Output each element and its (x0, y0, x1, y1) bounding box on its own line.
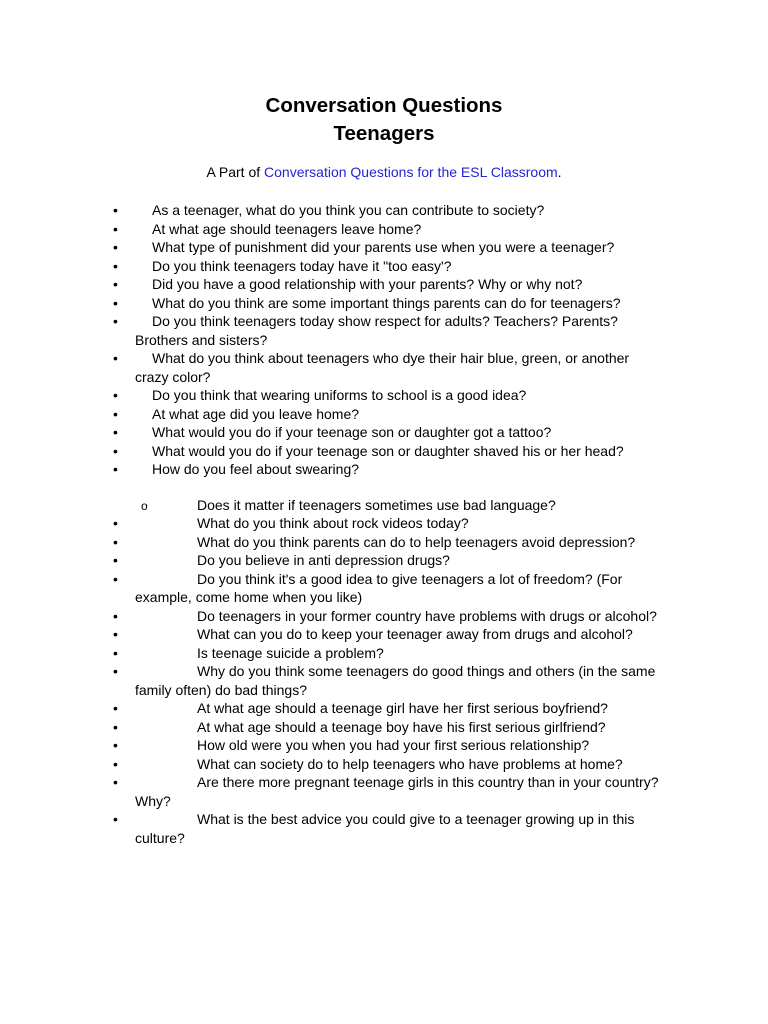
question-text: What would you do if your teenage son or daughter got a tattoo? (152, 424, 552, 440)
hollow-bullet-icon: o (141, 498, 148, 513)
question-text: What can society do to help teenagers who have problems at home? (197, 755, 623, 772)
list-item (0, 257, 665, 276)
question-text: How old were you when you had your first serious relationship? (197, 737, 590, 753)
list-item (0, 736, 665, 755)
question-text: At what age should a teenage girl have her first serious boyfriend? (197, 700, 608, 716)
esl-classroom-link[interactable]: Conversation Questions for the ESL Classroom (264, 164, 558, 180)
question-text: Do you think teenagers today have it "too easy'? (152, 257, 452, 274)
list-item (0, 294, 665, 313)
bullet-icon: • (113, 294, 118, 311)
question-text: Why do you think some teenagers do good things and others (in the same family often) do bad things? (135, 663, 656, 698)
list-item (0, 570, 665, 607)
question-text: How do you feel about swearing? (152, 461, 360, 477)
question-text: Do you think teenagers today show respect for adults? Teachers? Parents? Brothers and sisters? (135, 313, 618, 348)
question-text: Do teenagers in your former country have problems with drugs or alcohol? (197, 607, 657, 624)
list-item (0, 718, 665, 737)
question-text: At what age should a teenage boy have his first serious girlfriend? (197, 718, 606, 735)
list-item (0, 607, 665, 626)
subtitle (0, 163, 768, 181)
bullet-icon: • (113, 811, 118, 827)
question-text: What type of punishment did your parents use when you were a teenager? (152, 239, 615, 255)
bullet-icon: • (113, 461, 118, 477)
bullet-icon: • (113, 202, 118, 218)
bullet-icon: • (113, 737, 118, 753)
bullet-icon: • (113, 387, 118, 403)
title-line-2: Teenagers (333, 122, 435, 145)
list-item (0, 514, 665, 533)
question-text: What would you do if your teenage son or daughter shaved his or her head? (152, 442, 624, 459)
list-item (0, 810, 665, 847)
question-text: At what age should teenagers leave home? (152, 220, 422, 237)
bullet-icon: • (113, 350, 118, 366)
bullet-icon: • (113, 405, 118, 422)
bullet-icon: • (113, 276, 118, 292)
question-text: Are there more pregnant teenage girls in this country than in your country? Why? (135, 774, 659, 809)
bullet-icon: • (113, 700, 118, 716)
question-text: Did you have a good relationship with your parents? Why or why not? (152, 276, 583, 292)
list-item (0, 699, 665, 718)
question-text: What do you think about teenagers who dye their hair blue, green, or another crazy color? (135, 350, 630, 385)
bullet-icon: • (113, 257, 118, 274)
question-text: What can you do to keep your teenager away from drugs and alcohol? (197, 626, 633, 642)
list-item (0, 442, 665, 461)
bullet-icon: • (113, 626, 118, 642)
question-text: Do you believe in anti depression drugs? (197, 552, 450, 568)
question-text: As a teenager, what do you think you can contribute to society? (152, 202, 545, 218)
bullet-icon: • (113, 313, 118, 329)
question-text: Is teenage suicide a problem? (197, 644, 384, 661)
page-title (0, 92, 768, 148)
subtitle-suffix: . (557, 164, 562, 180)
list-item (0, 386, 665, 405)
list-item (0, 773, 665, 810)
list-item (0, 220, 665, 239)
list-item (0, 460, 665, 479)
list-item (0, 312, 665, 349)
question-text: What do you think parents can do to help teenagers avoid depression? (197, 533, 636, 550)
subtitle-prefix: A Part of (206, 164, 265, 180)
list-item (0, 275, 665, 294)
question-text: What do you think about rock videos today? (197, 515, 469, 531)
bullet-icon: • (113, 570, 118, 587)
list-item (0, 755, 665, 774)
bullet-icon: • (113, 663, 118, 679)
sub-list-item (0, 496, 665, 515)
question-list (0, 201, 768, 847)
bullet-icon: • (113, 442, 118, 459)
list-item (0, 662, 665, 699)
question-text: What do you think are some important things parents can do for teenagers? (152, 294, 621, 311)
list-item (0, 423, 665, 442)
list-item (0, 405, 665, 424)
question-text: What is the best advice you could give to a teenager growing up in this culture? (135, 811, 635, 846)
list-item (0, 644, 665, 663)
question-text: Does it matter if teenagers sometimes use bad language? (197, 496, 556, 513)
bullet-icon: • (113, 239, 118, 255)
bullet-icon: • (113, 644, 118, 661)
question-text: Do you think it's a good idea to give teenagers a lot of freedom? (For example, come home when you like) (135, 570, 623, 605)
bullet-icon: • (113, 424, 118, 440)
bullet-icon: • (113, 552, 118, 568)
list-item (0, 238, 665, 257)
list-item (0, 625, 665, 644)
bullet-icon: • (113, 718, 118, 735)
list-item (0, 201, 665, 220)
list-item (0, 349, 665, 386)
list-item (0, 551, 665, 570)
question-text: At what age did you leave home? (152, 405, 360, 422)
bullet-icon: • (113, 220, 118, 237)
bullet-icon: • (113, 774, 118, 790)
question-text: Do you think that wearing uniforms to school is a good idea? (152, 387, 527, 403)
bullet-icon: • (113, 515, 118, 531)
list-gap (0, 479, 768, 496)
bullet-icon: • (113, 607, 118, 624)
title-line-1: Conversation Questions (265, 94, 503, 117)
bullet-icon: • (113, 533, 118, 550)
bullet-icon: • (113, 755, 118, 772)
list-item (0, 533, 665, 552)
